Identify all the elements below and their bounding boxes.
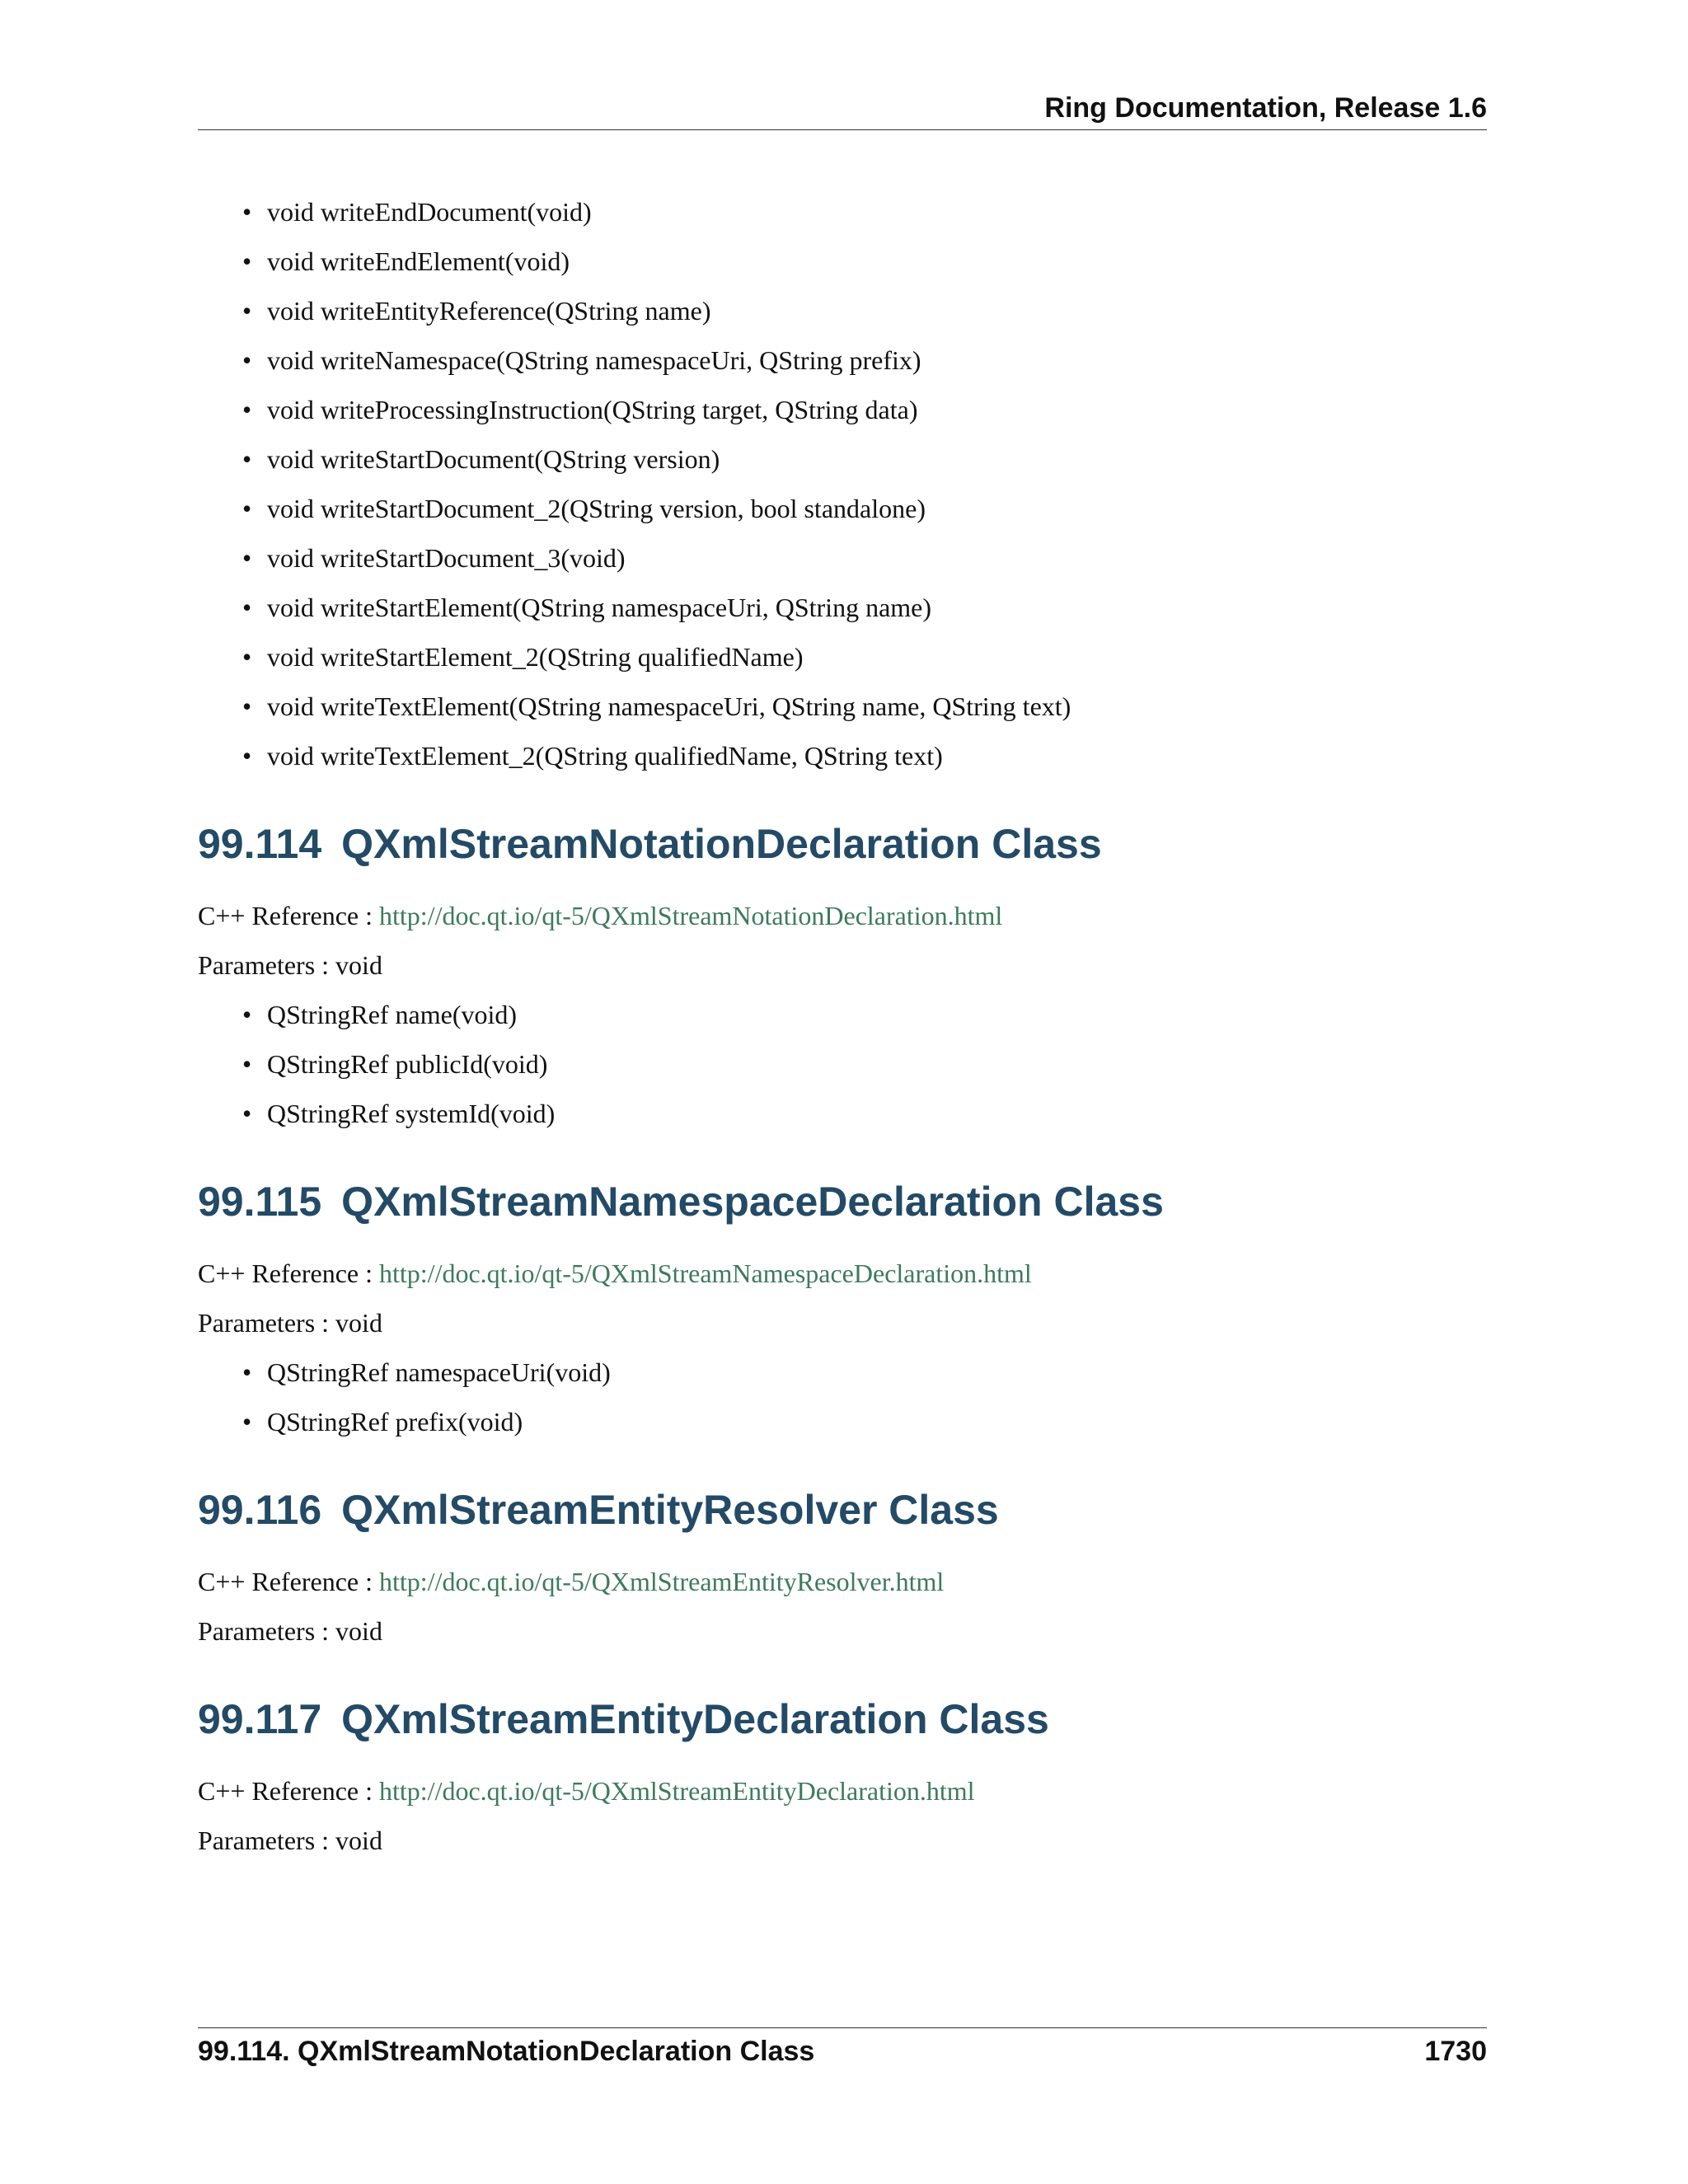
parameters-line: Parameters : void	[198, 950, 382, 980]
list-item: • QStringRef name(void)	[242, 999, 1487, 1030]
section-number: 99.115	[198, 1179, 322, 1225]
cpp-reference	[198, 1566, 1487, 1597]
parameters-line: Parameters : void	[198, 1825, 382, 1855]
cpp-reference-link[interactable]: http://doc.qt.io/qt-5/QXmlStreamNamespaceDeclaration.html	[379, 1258, 1032, 1288]
list-item: • void writeProcessingInstruction(QString target, QString data)	[242, 394, 1487, 425]
page-content	[198, 196, 1487, 1874]
document-page	[198, 0, 1487, 2184]
cpp-reference-label: C++ Reference :	[198, 1567, 373, 1596]
list-item: • void writeEndDocument(void)	[242, 196, 1487, 227]
cpp-reference-label: C++ Reference :	[198, 1258, 373, 1288]
list-item: • QStringRef namespaceUri(void)	[242, 1357, 1487, 1388]
cpp-reference-label: C++ Reference :	[198, 1776, 373, 1806]
section-number: 99.116	[198, 1487, 322, 1533]
running-header: Ring Documentation, Release 1.6	[1044, 92, 1487, 124]
list-item: • void writeEntityReference(QString name)	[242, 295, 1487, 326]
list-item: • void writeTextElement(QString namespaceUri, QString name, QString text)	[242, 691, 1487, 722]
page-number: 1730	[1424, 2036, 1487, 2067]
list-item: • QStringRef prefix(void)	[242, 1406, 1487, 1437]
parameters-line: Parameters : void	[198, 1308, 382, 1338]
cpp-reference	[198, 900, 1487, 931]
list-item: • void writeNamespace(QString namespaceUri, QString prefix)	[242, 344, 1487, 376]
header-divider	[198, 129, 1487, 130]
list-item: • void writeStartDocument_3(void)	[242, 542, 1487, 574]
section-title: QXmlStreamEntityResolver Class	[341, 1487, 999, 1533]
section-heading-99-115	[198, 1177, 1487, 1226]
list-item: • QStringRef publicId(void)	[242, 1048, 1487, 1080]
cpp-reference-link[interactable]: http://doc.qt.io/qt-5/QXmlStreamEntityResolver.html	[379, 1567, 945, 1596]
section-title: QXmlStreamNamespaceDeclaration Class	[341, 1179, 1164, 1225]
list-item: • void writeEndElement(void)	[242, 246, 1487, 277]
footer-section-title: 99.114. QXmlStreamNotationDeclaration Class	[198, 2036, 815, 2067]
method-list-99-114	[198, 999, 1487, 1129]
method-list-99-115	[198, 1357, 1487, 1437]
list-item: • void writeStartDocument(QString version)	[242, 443, 1487, 475]
cpp-reference	[198, 1258, 1487, 1289]
section-title: QXmlStreamNotationDeclaration Class	[341, 821, 1102, 867]
list-item: • void writeStartDocument_2(QString version, bool standalone)	[242, 493, 1487, 524]
parameters-line: Parameters : void	[198, 1616, 382, 1646]
section-number: 99.114	[198, 821, 322, 867]
list-item: • void writeStartElement_2(QString qualifiedName)	[242, 641, 1487, 673]
list-item: • void writeTextElement_2(QString qualifiedName, QString text)	[242, 740, 1487, 771]
intro-method-list	[198, 196, 1487, 771]
cpp-reference-label: C++ Reference :	[198, 901, 373, 930]
section-heading-99-116	[198, 1485, 1487, 1535]
section-heading-99-114	[198, 819, 1487, 869]
cpp-reference-link[interactable]: http://doc.qt.io/qt-5/QXmlStreamNotationDeclaration.html	[379, 901, 1003, 930]
list-item: • void writeStartElement(QString namespaceUri, QString name)	[242, 592, 1487, 623]
list-item: • QStringRef systemId(void)	[242, 1098, 1487, 1129]
footer-divider	[198, 2027, 1487, 2028]
section-title: QXmlStreamEntityDeclaration Class	[341, 1696, 1049, 1742]
cpp-reference	[198, 1775, 1487, 1807]
section-number: 99.117	[198, 1696, 322, 1742]
section-heading-99-117	[198, 1694, 1487, 1744]
cpp-reference-link[interactable]: http://doc.qt.io/qt-5/QXmlStreamEntityDeclaration.html	[379, 1776, 975, 1806]
